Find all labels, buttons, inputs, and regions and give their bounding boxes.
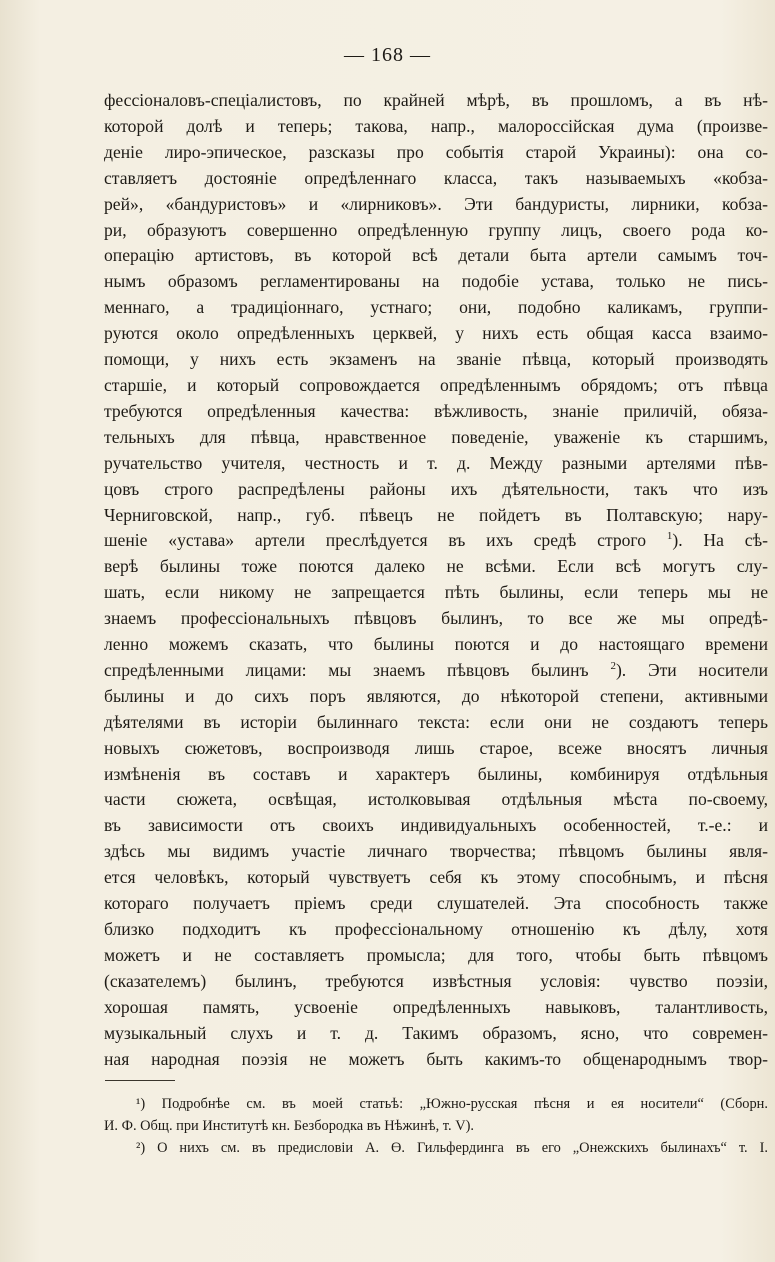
text-line: можетъ и не составляетъ промысла; для того, чтобы быть пѣвцомъ	[104, 944, 768, 965]
footnotes	[104, 1093, 768, 1159]
text-line: деніе лиро-эпическое, разсказы про событія старой Украины): она со-	[104, 141, 768, 162]
footnote-2	[104, 1137, 768, 1159]
text-line: котораго получаетъ пріемъ среди слушателей. Эта способность также	[104, 893, 768, 914]
text-line: верѣ былины тоже поются далеко не всѣми. Если всѣ могутъ слу-	[104, 556, 768, 577]
text-line: старшіе, и который сопровождается опредѣленнымъ обрядомъ; отъ пѣвца	[104, 374, 768, 395]
text-line: (сказателемъ) былинъ, требуются извѣстныя условія: чувство поэзіи,	[104, 970, 768, 991]
footnote-divider	[105, 1080, 175, 1081]
text-line: помощи, у нихъ есть экзаменъ на званіе пѣвца, который производять	[104, 349, 768, 370]
text-line: близко подходитъ къ профессіональному отношенію къ дѣлу, хотя	[104, 919, 768, 939]
text-line: въ зависимости отъ своихъ индивидуальныхъ особенностей, т.-е.: и	[104, 815, 768, 836]
text-line: здѣсь мы видимъ участіе личнаго творчества; пѣвцомъ былины явля-	[104, 841, 768, 862]
body-text	[104, 88, 768, 1072]
footnote-2-mark: ²)	[136, 1140, 146, 1156]
text-segment: шеніе «устава» артели преслѣдуется въ ихъ средѣ строго	[104, 530, 647, 551]
footnote-1-text: Подробнѣе см. въ моей статьѣ: „Южно-русская пѣсня и ея носители“ (Сборн.	[161, 1096, 768, 1112]
text-line: измѣненія въ составъ и характеръ былины, комбинируя отдѣльныя	[104, 763, 768, 784]
text-line: былины и до сихъ поръ являются, до нѣкоторой степени, активными	[104, 685, 768, 706]
text-line: ленно можемъ сказать, что былины поются и до настоящаго времени	[104, 634, 768, 655]
text-line: требуются опредѣленныя качества: вѣжливость, знаніе приличій, обяза-	[104, 400, 768, 421]
page-number: — 168 —	[344, 44, 431, 66]
text-line: знаемъ профессіональныхъ пѣвцовъ былинъ, то все же мы опредѣ-	[104, 608, 768, 629]
text-line: Черниговской, напр., губ. пѣвецъ не пойдетъ въ Полтавскую; нару-	[104, 504, 768, 525]
text-line: ри, образуютъ совершенно опредѣленную группу лицъ, своего рода ко-	[104, 219, 768, 240]
text-segment: спредѣленными лицами: мы знаемъ пѣвцовъ былинъ	[104, 659, 589, 680]
text-line: фессіоналовъ-спеціалистовъ, по крайней мѣрѣ, въ прошломъ, а въ нѣ-	[104, 90, 768, 110]
text-line-with-footnote	[104, 658, 768, 684]
footnote-ref-2[interactable]: 2	[610, 660, 616, 673]
text-line: музыкальный слухъ и т. д. Такимъ образомъ, ясно, что современ-	[104, 1022, 768, 1043]
text-line-with-footnote	[104, 528, 768, 554]
text-line: ставляетъ достояніе опредѣленнаго класса, такъ называемыхъ «кобза-	[104, 167, 768, 188]
text-segment: ). На сѣ-	[672, 530, 768, 551]
text-line: операцію артистовъ, въ которой всѣ детали быта артели самымъ точ-	[104, 245, 768, 266]
text-line: новыхъ сюжетовъ, воспроизводя лишь старое, всеже вносятъ личныя	[104, 737, 768, 758]
text-line: нымъ образомъ регламентированы на подобіе устава, только не пись-	[104, 271, 768, 292]
text-line: ется человѣкъ, который чувствуетъ себя къ этому способнымъ, и пѣсня	[104, 867, 768, 888]
text-line: цовъ строго распредѣлены районы ихъ дѣятельности, такъ что изъ	[104, 478, 768, 499]
footnote-1	[104, 1093, 768, 1115]
text-line: шать, если никому не запрещается пѣть былины, если теперь мы не	[104, 582, 768, 603]
text-line: ная народная поэзія не можетъ быть какимъ-то общенароднымъ твор-	[104, 1048, 768, 1069]
text-segment: ). Эти носители	[615, 659, 768, 680]
footnote-1-continuation: И. Ф. Общ. при Институтѣ кн. Безбородка въ Нѣжинѣ, т. V).	[104, 1118, 474, 1134]
text-line: которой долѣ и теперь; такова, напр., малороссійская дума (произве-	[104, 115, 768, 136]
text-line: руются около опредѣленныхъ церквей, у нихъ есть общая касса взаимо-	[104, 323, 768, 344]
text-line: ручательство учителя, честность и т. д. Между разными артелями пѣв-	[104, 452, 768, 473]
text-line: рей», «бандуристовъ» и «лирниковъ». Эти бандуристы, лирники, кобза-	[104, 193, 768, 214]
text-line: меннаго, а традиціоннаго, устнаго; они, подобно каликамъ, группи-	[104, 297, 768, 318]
footnote-1-mark: ¹)	[136, 1096, 146, 1112]
text-line: тельныхъ для пѣвца, нравственное поведеніе, уваженіе къ старшимъ,	[104, 426, 768, 447]
footnote-ref-1[interactable]: 1	[666, 530, 673, 543]
footnote-2-text: О нихъ см. въ предисловіи А. Ө. Гильфердинга въ его „Онежскихъ былинахъ“ т. I.	[157, 1140, 768, 1156]
text-line: части сюжета, освѣщая, истолковывая отдѣльныя мѣста по-своему,	[104, 789, 768, 810]
text-line: дѣятелями въ исторіи былиннаго текста: если они не создаютъ теперь	[104, 711, 768, 732]
text-line: хорошая память, усвоеніе опредѣленныхъ навыковъ, талантливость,	[104, 996, 768, 1017]
